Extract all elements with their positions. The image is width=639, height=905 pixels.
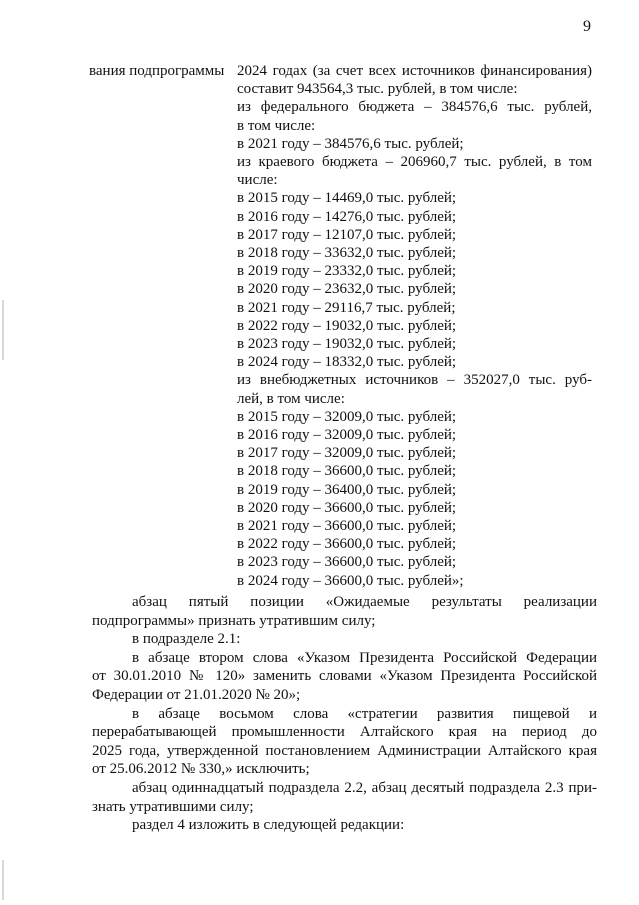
- funding-volume-cell: [237, 62, 592, 590]
- funding-line: в том числе:: [237, 117, 316, 134]
- text-line: от 25.06.2012 № 330,» исключить;: [92, 761, 310, 778]
- funding-line: в 2018 году – 36600,0 тыс. рублей;: [237, 463, 457, 480]
- text-line: в абзаце восьмом слова «стратегии развития пищевой и: [132, 705, 597, 722]
- paragraph-strategy-exclusion: [92, 705, 597, 779]
- paragraph-section-4: [92, 816, 597, 835]
- paragraph-decree-replacement: [92, 649, 597, 705]
- text-line: знать утратившими силу;: [92, 798, 254, 815]
- funding-line: в 2021 году – 384576,6 тыс. рублей;: [237, 135, 464, 152]
- document-body: [92, 593, 597, 835]
- funding-line: в 2017 году – 12107,0 тыс. рублей;: [237, 226, 457, 243]
- funding-line: в 2021 году – 36600,0 тыс. рублей;: [237, 518, 457, 535]
- funding-line: 2024 годах (за счет всех источников финансирования): [237, 63, 592, 79]
- text-line: абзац пятый позиции «Ожидаемые результаты реализации: [132, 594, 597, 610]
- paragraph-subsection-2-1: [92, 630, 597, 649]
- funding-line: в 2015 году – 32009,0 тыс. рублей;: [237, 408, 457, 425]
- funding-line: в 2017 году – 32009,0 тыс. рублей;: [237, 445, 457, 462]
- funding-line: из федерального бюджета – 384576,6 тыс. рублей,: [237, 99, 592, 116]
- funding-line: в 2016 году – 14276,0 тыс. рублей;: [237, 208, 457, 225]
- scan-edge-mark: [2, 860, 4, 900]
- page-number: 9: [583, 18, 591, 35]
- funding-line: в 2018 году – 33632,0 тыс. рублей;: [237, 245, 457, 262]
- paragraph-expected-results: [92, 593, 597, 630]
- text-line: от 30.01.2010 № 120» заменить словами «Указом Президента Российской: [92, 668, 597, 685]
- text-line: Федерации от 21.01.2020 № 20»;: [92, 686, 301, 703]
- funding-line: в 2020 году – 23632,0 тыс. рублей;: [237, 281, 457, 298]
- text-line: подпрограммы» признать утратившим силу;: [92, 612, 376, 629]
- text-line: раздел 4 изложить в следующей редакции:: [132, 817, 405, 834]
- funding-line: лей, в том числе:: [237, 390, 345, 407]
- funding-line: из краевого бюджета – 206960,7 тыс. рублей, в том: [237, 154, 592, 171]
- text-line: в абзаце втором слова «Указом Президента Российской Федерации: [132, 649, 597, 666]
- paragraph-subsections-void: [92, 779, 597, 816]
- funding-line: в 2015 году – 14469,0 тыс. рублей;: [237, 190, 457, 207]
- funding-line: в 2019 году – 36400,0 тыс. рублей;: [237, 481, 457, 498]
- text-line: абзац одиннадцатый подраздела 2.2, абзац десятый подраздела 2.3 при-: [132, 779, 597, 796]
- text-line: в подразделе 2.1:: [132, 631, 241, 648]
- funding-line: в 2022 году – 36600,0 тыс. рублей;: [237, 536, 457, 553]
- funding-line: в 2024 году – 36600,0 тыс. рублей»;: [237, 572, 464, 589]
- funding-line: в 2023 году – 36600,0 тыс. рублей;: [237, 554, 457, 571]
- table-left-cell-label: вания подпрограммы: [89, 63, 225, 79]
- funding-line: в 2020 году – 36600,0 тыс. рублей;: [237, 499, 457, 516]
- funding-line: в 2021 году – 29116,7 тыс. рублей;: [237, 299, 456, 316]
- funding-line: в 2022 году – 19032,0 тыс. рублей;: [237, 317, 457, 334]
- funding-line: числе:: [237, 172, 278, 189]
- funding-line: в 2019 году – 23332,0 тыс. рублей;: [237, 263, 457, 280]
- scan-edge-mark: [2, 300, 4, 360]
- funding-line: в 2024 году – 18332,0 тыс. рублей;: [237, 354, 457, 371]
- text-line: 2025 года, утвержденной постановлением Администрации Алтайского края: [92, 742, 597, 759]
- funding-line: в 2016 году – 32009,0 тыс. рублей;: [237, 427, 457, 444]
- funding-line: в 2023 году – 19032,0 тыс. рублей;: [237, 336, 457, 353]
- funding-line: из внебюджетных источников – 352027,0 тыс. руб-: [237, 372, 592, 389]
- text-line: перерабатывающей промышленности Алтайского края на период до: [92, 724, 597, 741]
- funding-line: составит 943564,3 тыс. рублей, в том числе:: [237, 81, 518, 98]
